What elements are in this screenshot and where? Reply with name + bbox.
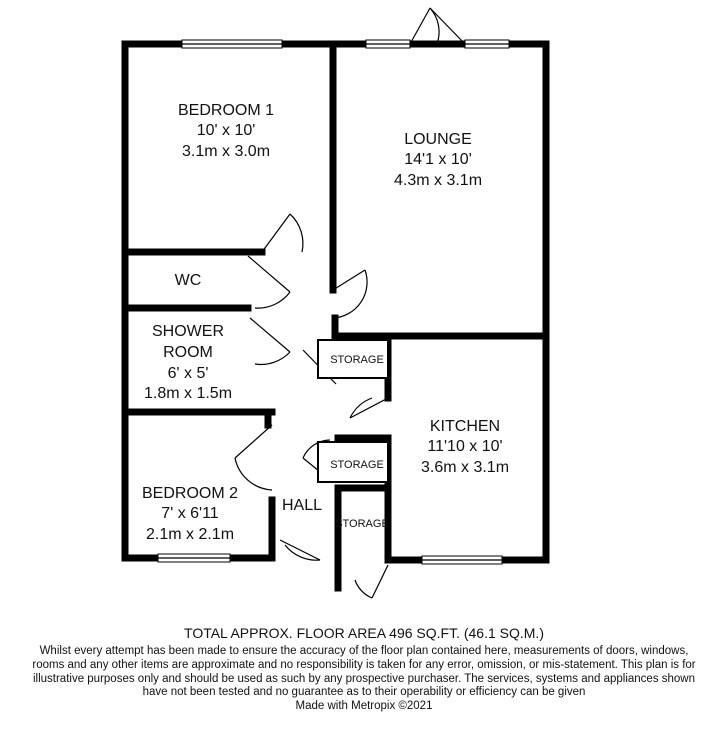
lounge-imperial: 14'1 x 10'	[404, 151, 472, 168]
bedroom-2-imperial: 7' x 6'11	[161, 505, 219, 522]
bedroom-2-name: BEDROOM 2	[141, 485, 239, 502]
bedroom-1-imperial: 10' x 10'	[196, 122, 256, 139]
shower-name-2: ROOM	[163, 344, 213, 361]
total-floor-area: TOTAL APPROX. FLOOR AREA 496 SQ.FT. (46.1 SQ.M.)	[184, 625, 544, 641]
made-with-credit: Made with Metropix ©2021	[295, 700, 433, 713]
bedroom-1-metric: 3.1m x 3.0m	[181, 143, 271, 160]
wc-name: WC	[174, 272, 202, 289]
bedroom-2-metric: 2.1m x 2.1m	[145, 526, 235, 543]
hall-name: HALL	[281, 497, 323, 514]
kitchen-metric: 3.6m x 3.1m	[420, 459, 510, 476]
storage-3-label: STORAGE	[335, 518, 389, 530]
kitchen-imperial: 11'10 x 10'	[427, 438, 503, 455]
shower-name-1: SHOWER	[152, 323, 224, 340]
shower-imperial: 6' x 5'	[167, 365, 209, 382]
footer	[0, 625, 728, 712]
storage-1-label: STORAGE	[330, 354, 384, 366]
bedroom-1-name: BEDROOM 1	[177, 102, 275, 119]
lounge-metric: 4.3m x 3.1m	[393, 172, 483, 189]
storage-2-label: STORAGE	[330, 459, 384, 471]
disclaimer: Whilst every attempt has been made to ensure the accuracy of the floor plan contained here, measurements of doors, windows, rooms and any other items are approximate and no responsibility is taken for any error, omission, or mis-statement. This plan is for illustrative purposes only and should be used as such by any prospective purchaser. The services, systems and appliances shown have not been tested and no guarantee as to their operability or efficiency can be given	[32, 645, 696, 699]
lounge-name: LOUNGE	[404, 131, 472, 148]
kitchen-name: KITCHEN	[429, 418, 501, 435]
shower-metric: 1.8m x 1.5m	[143, 385, 233, 402]
